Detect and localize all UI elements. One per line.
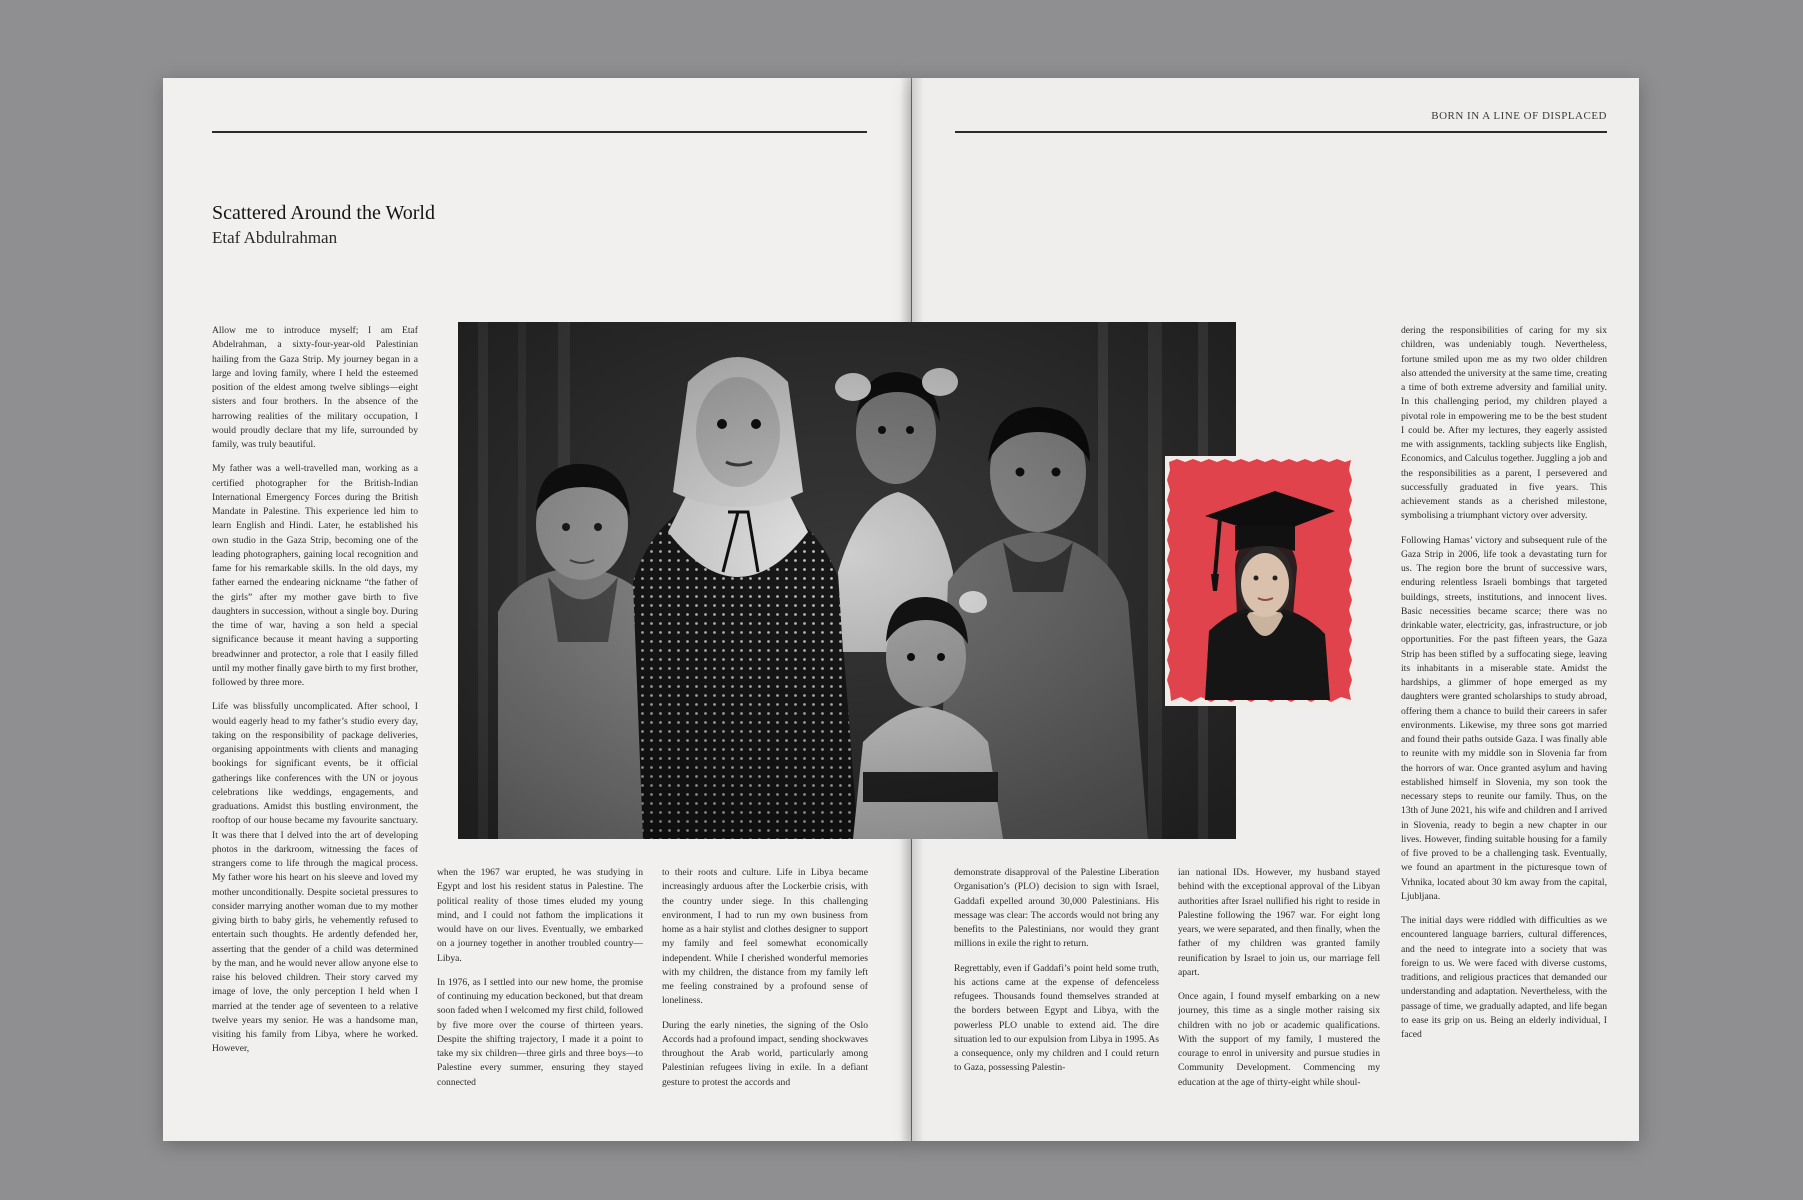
paragraph: In 1976, as I settled into our new home, the promise of continuing my education beckoned, but that dream soon faded when I welcomed my first child, followed by five more over the course of thirteen years. Despite the shifting trajectory, I made it a point to take my six children—three girls and three boys—to Palestine every summer, ensuring they stayed connected	[437, 976, 643, 1088]
paragraph: Once again, I found myself embarking on a new journey, this time as a single mother raising six children with no job or academic qualifications. With the support of my family, I mustered the courage to enrol in university and pursue studies in Community Development. Commencing my education at the age of thirty-eight while shoul-	[1178, 991, 1380, 1088]
paragraph: Allow me to introduce myself; I am Etaf Abdelrahman, a sixty-four-year-old Palestinian hailing from the Gaza Strip. My journey began in a large and loving family, where I held the esteemed position of the eldest among twelve siblings—eight sisters and four brothers. In the absence of the harrowing realities of the military occupation, I would proudly declare that my life, surrounded by family, was truly beautiful.	[212, 325, 418, 450]
graduation-portrait-illustration	[1165, 456, 1355, 706]
text-column-2	[437, 866, 643, 1098]
family-photograph	[458, 322, 1236, 839]
paragraph: when the 1967 war erupted, he was studying in Egypt and lost his resident status in Palestine. The political reality of those times eluded my young mind, and I could not fathom the implications it would have on our lives. Eventually, we embarked on a journey together in another troubled country—Libya.	[437, 867, 643, 964]
header-rule-right	[955, 131, 1607, 133]
paragraph: to their roots and culture. Life in Libya became increasingly arduous after the Lockerbie crisis, with the country under siege. In this challenging environment, I had to run my own business from home as a hair stylist and clothes designer to support my family and feel somewhat economically independent. While I cherished wonderful memories with my children, the distance from my family left me feeling constrained by a profound sense of loneliness.	[662, 867, 868, 1007]
paragraph: The initial days were riddled with difficulties as we encountered language barriers, cultural differences, and the need to integrate into a society that was foreign to us. We were faced with diverse customs, traditions, and religious practices that demanded our understanding and adaptation. Nevertheless, with the passage of time, we gradually adapted, and life began to ease its grip on us. Being an elderly individual, I faced	[1401, 915, 1607, 1040]
paragraph: Following Hamas’ victory and subsequent rule of the Gaza Strip in 2006, life took a devastating turn for us. The region bore the brunt of successive wars, enduring relentless Israeli bombings that targeted buildings, streets, institutions, and innocent lives. Basic necessities became scarce; there was no drinkable water, electricity, gas, infrastructure, or job opportunities. For the past fifteen years, the Gaza Strip has been stifled by a suffocating siege, leaving its inhabitants in a miserable state. Amidst the hardships, a glimmer of hope emerged as my daughters were granted scholarships to study abroad, offering them a chance to build their careers in safer environments. Likewise, my three sons got married and found their paths outside Gaza. I was finally able to reunite with my middle son in Slovenia far from the horrors of war. Once granted asylum and having established himself in Slovenia, my son took the necessary steps to reunite our family. Thus, on the 13th of June 2021, his wife and children and I arrived in Slovenia, ready to begin a new chapter in our lives. However, finding suitable housing for a family of five proved to be a challenging task. Eventually, we found an apartment in the picturesque town of Vrhnika, located about 30 km away from the capital, Ljubljana.	[1401, 534, 1607, 902]
paragraph: Regrettably, even if Gaddafi’s point held some truth, his actions came at the expense of defenceless refugees. Thousands found themselves stranded at the borders between Egypt and Libya, with the powerless PLO unable to extend aid. The dire situation led to our expulsion from Libya in 1995. As a consequence, only my children and I could return to Gaza, possessing Palestin-	[954, 962, 1159, 1074]
paragraph: demonstrate disapproval of the Palestine Liberation Organisation’s (PLO) decision to sign with Israel, Gaddafi expelled around 30,000 Palestinians. His message was clear: The accords would not bring any benefits to the Palestinians, nor would they grant millions in exile the right to return.	[954, 867, 1159, 950]
text-column-6	[1401, 324, 1607, 1100]
family-photo-illustration	[458, 322, 1236, 839]
header-rule-left	[212, 131, 867, 133]
running-head: BORN IN A LINE OF DISPLACED	[1431, 110, 1607, 122]
paragraph: Life was blissfully uncomplicated. After school, I would eagerly head to my father’s studio every day, taking on the responsibility of package deliveries, organising appointments with clients and managing bookings for significant events, be it official gatherings like conferences with the UN or joyous celebrations like weddings, engagements, and graduations. Amidst this bustling environment, the rooftop of our house became my favourite sanctuary. It was there that I delved into the art of developing photos in the darkroom, witnessing the faces of strangers come to life through the magical process. My father wore his heart on his sleeve and loved my mother unconditionally. Despite societal pressures to consider marrying another woman due to my mother giving birth to baby girls, he vehemently refused to entertain such thoughts. He ardently defended her, asserting that the gender of a child was determined by the man, and he would never allow anyone else to raise his beloved children. Their story carved my image of love, the only perception I held when I married at the tender age of seventeen to a relative twelve years my senior. He was a handsome man, visiting his family from Libya, where he worked. However,	[212, 701, 418, 1055]
text-column-1	[212, 324, 418, 1100]
article-title: Scattered Around the World	[212, 202, 435, 224]
paragraph: dering the responsibilities of caring for my six children, was undeniably tough. Nevertheless, fortune smiled upon me as my two older children also attended the university at the same time, creating a time of both extreme adversity and familial unity. In this challenging period, my children played a pivotal role in empowering me to be the best student I could be. After my lectures, they eagerly assisted me with assignments, tackling subjects like English, Economics, and Calculus together. Juggling a job and the responsibilities as a parent, I persevered and successfully graduated in five years. This achievement stands as a cherished milestone, symbolising a triumphant victory over adversity.	[1401, 325, 1607, 522]
paragraph: During the early nineties, the signing of the Oslo Accords had a profound impact, sending shockwaves throughout the Arab world, particularly among Palestinian refugees living in exile. In a defiant gesture to protest the accords and	[662, 1019, 868, 1088]
article-author: Etaf Abdulrahman	[212, 228, 338, 247]
text-column-3	[662, 866, 868, 1098]
text-column-5	[1178, 866, 1380, 1098]
graduation-portrait	[1165, 456, 1355, 706]
paragraph: My father was a well-travelled man, working as a certified photographer for the British-Indian International Emergency Forces during the British Mandate in Palestine. This experience led him to learn English and Hindi. Later, he established his own studio in the Gaza Strip, becoming one of the leading photographers, gaining local recognition and fame for his remarkable skills. In the old days, my father earned the endearing nickname “the father of the girls” after my mother gave birth to five daughters in succession, without a single boy. During the time of war, having a son held a special significance because it meant having a supporting breadwinner and protector, a role that I easily filled until my mother finally gave birth to my first brother, followed by three more.	[212, 463, 418, 688]
paragraph: ian national IDs. However, my husband stayed behind with the exceptional approval of the Libyan authorities after Israel nullified his right to reside in Palestine following the 1967 war. For eight long years, we were separated, and then finally, when the father of my children was granted family reunification by Israel to join us, our marriage fell apart.	[1178, 867, 1380, 978]
text-column-4	[954, 866, 1159, 1098]
